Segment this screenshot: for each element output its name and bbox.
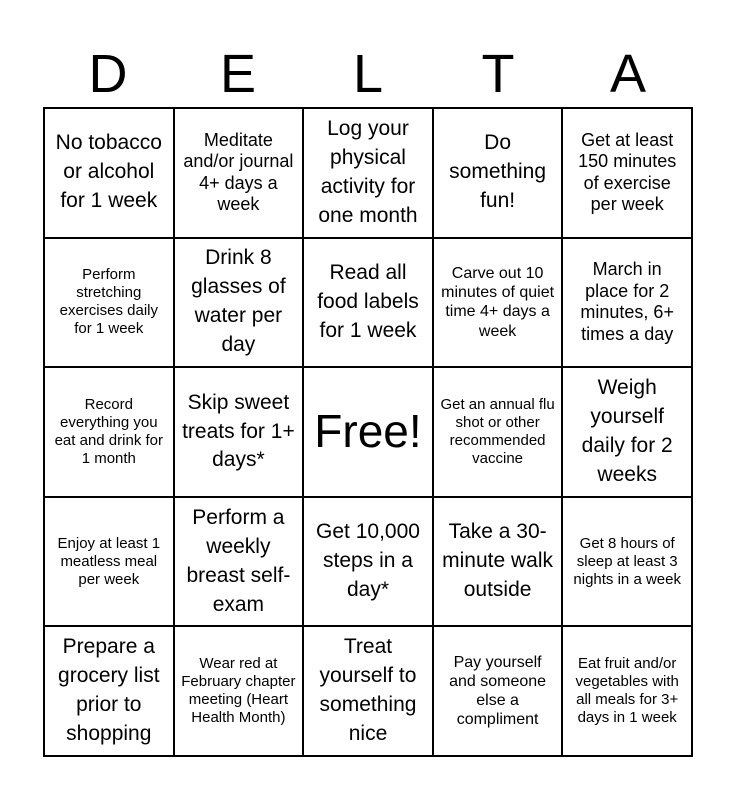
- bingo-cell[interactable]: [562, 238, 692, 368]
- header-letter-l: L: [352, 44, 384, 104]
- cell-text: Record everything you eat and drink for 1 month: [54, 395, 163, 467]
- bingo-header: [43, 40, 693, 108]
- bingo-cell[interactable]: [562, 108, 692, 238]
- cell-text: Carve out 10 minutes of quiet time 4+ days a week: [441, 265, 555, 340]
- bingo-cell[interactable]: [433, 367, 563, 497]
- free-space-cell[interactable]: [303, 367, 433, 497]
- cell-text: No tobacco or alcohol for 1 week: [55, 131, 162, 213]
- bingo-cell[interactable]: [562, 497, 692, 627]
- cell-text: Drink 8 glasses of water per day: [191, 246, 286, 357]
- cell-text: Weigh yourself daily for 2 weeks: [581, 376, 673, 486]
- free-space-text: Free!: [314, 405, 422, 458]
- bingo-board: [43, 107, 693, 757]
- bingo-cell[interactable]: [44, 497, 174, 627]
- cell-text: Get at least 150 minutes of exercise per week: [578, 129, 677, 215]
- bingo-cell[interactable]: [174, 367, 304, 497]
- bingo-cell[interactable]: [303, 108, 433, 238]
- bingo-cell[interactable]: [44, 626, 174, 756]
- header-letter-d: D: [88, 44, 128, 104]
- bingo-cell[interactable]: [562, 626, 692, 756]
- cell-text: Wear red at February chapter meeting (Heart Health Month): [181, 655, 296, 727]
- bingo-cell[interactable]: [562, 367, 692, 497]
- bingo-cell[interactable]: [303, 238, 433, 368]
- cell-text: Get 8 hours of sleep at least 3 nights in a week: [573, 534, 681, 588]
- cell-text: Skip sweet treats for 1+ days*: [182, 390, 295, 472]
- cell-text: Pay yourself and someone else a compliment: [449, 653, 547, 729]
- bingo-cell[interactable]: [44, 367, 174, 497]
- cell-text: Enjoy at least 1 meatless meal per week: [57, 534, 161, 588]
- bingo-cell[interactable]: [44, 108, 174, 238]
- cell-text: Treat yourself to something nice: [319, 635, 417, 746]
- cell-text: March in place for 2 minutes, 6+ times a day: [580, 259, 674, 344]
- bingo-cell[interactable]: [433, 626, 563, 756]
- cell-text: Get an annual flu shot or other recommended vaccine: [440, 395, 555, 467]
- header-letter-t: T: [481, 44, 515, 104]
- header-letter-e: E: [219, 44, 257, 104]
- bingo-cell[interactable]: [174, 108, 304, 238]
- bingo-cell[interactable]: [174, 238, 304, 368]
- cell-text: Eat fruit and/or vegetables with all meals for 3+ days in 1 week: [575, 655, 679, 727]
- header-letter-a: A: [609, 44, 647, 104]
- cell-text: Take a 30-minute walk outside: [442, 520, 554, 602]
- cell-text: Perform stretching exercises daily for 1 week: [59, 266, 158, 338]
- bingo-cell[interactable]: [44, 238, 174, 368]
- bingo-cell[interactable]: [433, 108, 563, 238]
- cell-text: Do something fun!: [449, 131, 547, 213]
- bingo-cell[interactable]: [174, 626, 304, 756]
- bingo-cell[interactable]: [433, 497, 563, 627]
- cell-text: Get 10,000 steps in a day*: [316, 520, 420, 602]
- cell-text: Log your physical activity for one month: [318, 116, 418, 227]
- bingo-cell[interactable]: [174, 497, 304, 627]
- cell-text: Perform a weekly breast self-exam: [186, 505, 291, 616]
- cell-text: Meditate and/or journal 4+ days a week: [183, 129, 294, 215]
- bingo-cell[interactable]: [303, 497, 433, 627]
- bingo-cell[interactable]: [433, 238, 563, 368]
- cell-text: Prepare a grocery list prior to shopping: [58, 635, 160, 746]
- cell-text: Read all food labels for 1 week: [317, 260, 419, 342]
- bingo-cell[interactable]: [303, 626, 433, 756]
